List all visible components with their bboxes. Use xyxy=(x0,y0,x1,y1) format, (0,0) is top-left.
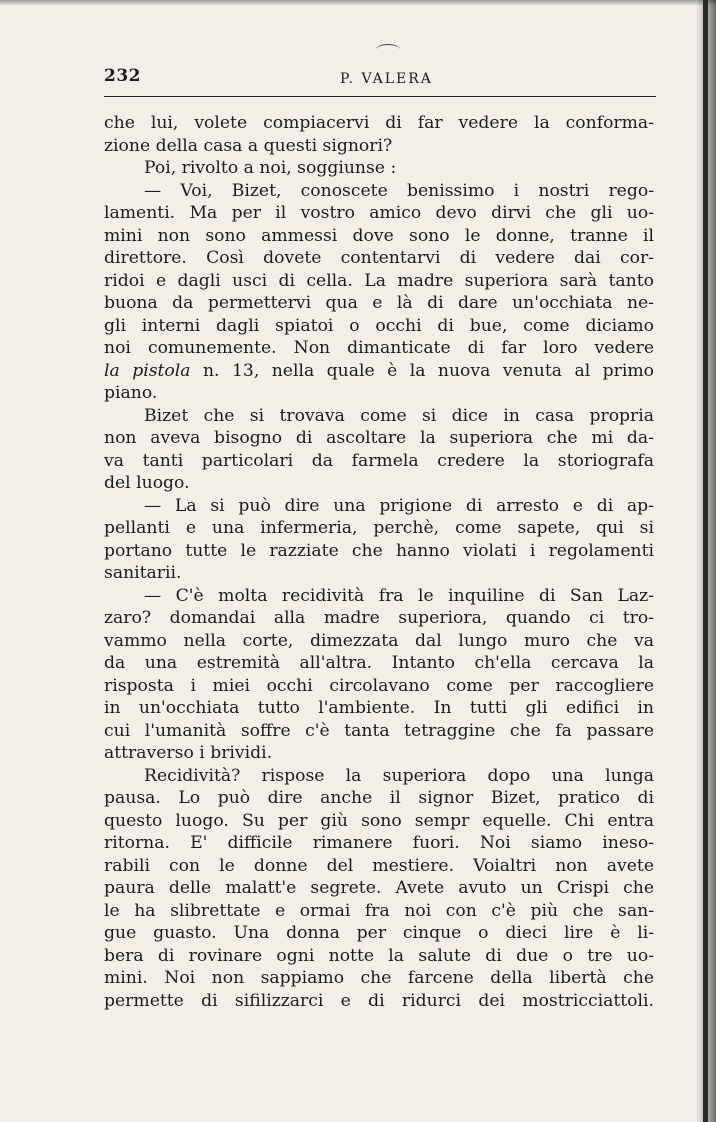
text-line: — Voi, Bizet, conoscete benissimo i nostri rego- xyxy=(144,180,654,201)
text-line: Poi, rivolto a noi, soggiunse : xyxy=(144,158,397,178)
text-line: mini. Noi non sappiamo che farcene della libertà che xyxy=(104,968,654,988)
text-line: risposta i miei occhi circolavano come per raccogliere xyxy=(104,675,654,696)
text-line: zaro? domandai alla madre superiora, quando ci tro- xyxy=(104,608,654,628)
page-top-shadow xyxy=(0,0,716,6)
header-ornament-icon xyxy=(376,44,400,55)
text-line: — C'è molta recidività fra le inquiline di San Laz- xyxy=(144,585,654,606)
text-line: mini non sono ammessi dove sono le donne, tranne il xyxy=(104,225,654,246)
text-line: va tanti particolari da farmela credere la storiografa xyxy=(104,450,654,471)
text-line: — La si può dire una prigione di arresto e di ap- xyxy=(144,495,654,516)
binding-edge xyxy=(703,0,708,1122)
text-line: permette di sifilizzarci e di ridurci dei mostricciattoli. xyxy=(104,990,654,1011)
text-line: da una estremità all'altra. Intanto ch'ella cercava la xyxy=(104,653,654,673)
text-line: attraverso i brividi. xyxy=(104,743,273,763)
text-line: paura delle malatt'e segrete. Avete avuto un Crispi che xyxy=(104,878,654,898)
text-line: del luogo. xyxy=(104,473,190,493)
text-line: in un'occhiata tutto l'ambiente. In tutti gli edifici in xyxy=(104,698,654,718)
text-line: bera di rovinare ogni notte la salute di due o tre uo- xyxy=(104,945,654,966)
italic-title: la pistola xyxy=(104,360,191,381)
text-line: che lui, volete compiacervi di far vedere la conforma- xyxy=(104,113,654,133)
text-line: Bizet che si trovava come si dice in casa propria xyxy=(144,405,654,426)
text-line: ritorna. E' difficile rimanere fuori. Noi siamo ineso- xyxy=(104,833,654,853)
text-line: pausa. Lo può dire anche il signor Bizet, pratico di xyxy=(104,788,654,808)
text-line: rabili con le donne del mestiere. Voialtri non avete xyxy=(104,855,654,876)
text-line: pellanti e una infermeria, perchè, come sapete, qui si xyxy=(104,518,654,538)
body-text xyxy=(104,112,654,1012)
text-line: vammo nella corte, dimezzata dal lungo muro che va xyxy=(104,630,654,651)
text-line: questo luogo. Su per giù sono sempr equelle. Chi entra xyxy=(104,810,654,831)
text-line: gli interni dagli spiatoi o occhi di bue, come diciamo xyxy=(104,315,654,336)
text-line: cui l'umanità soffre c'è tanta tetraggine che fa passare xyxy=(104,720,654,741)
text-line: piano. xyxy=(104,383,158,403)
text-line: buona da permettervi qua e là di dare un'occhiata ne- xyxy=(104,293,654,313)
page-number: 232 xyxy=(104,66,141,86)
text-line: Recidività? rispose la superiora dopo una lunga xyxy=(144,765,654,786)
text-line-segment: n. 13, nella quale è la nuova venuta al primo xyxy=(190,360,654,381)
text-line: non aveva bisogno di ascoltare la superiora che mi da- xyxy=(104,428,654,448)
header-rule xyxy=(104,96,656,97)
text-line: gue guasto. Una donna per cinque o dieci lire è li- xyxy=(104,923,654,943)
running-head: P. VALERA xyxy=(340,71,433,87)
text-line: direttore. Così dovete contentarvi di vedere dai cor- xyxy=(104,248,654,268)
text-line xyxy=(104,360,654,383)
text-line: lamenti. Ma per il vostro amico devo dirvi che gli uo- xyxy=(104,203,654,223)
text-line: noi comunemente. Non dimanticate di far loro vedere xyxy=(104,338,654,358)
text-line: portano tutte le razziate che hanno violati i regolamenti xyxy=(104,540,654,561)
text-line: le ha slibrettate e ormai fra noi con c'è più che san- xyxy=(104,900,654,921)
text-line: sanitarii. xyxy=(104,563,182,583)
text-line: zione della casa a questi signori? xyxy=(104,135,393,156)
text-line: ridoi e dagli usci di cella. La madre superiora sarà tanto xyxy=(104,270,654,291)
